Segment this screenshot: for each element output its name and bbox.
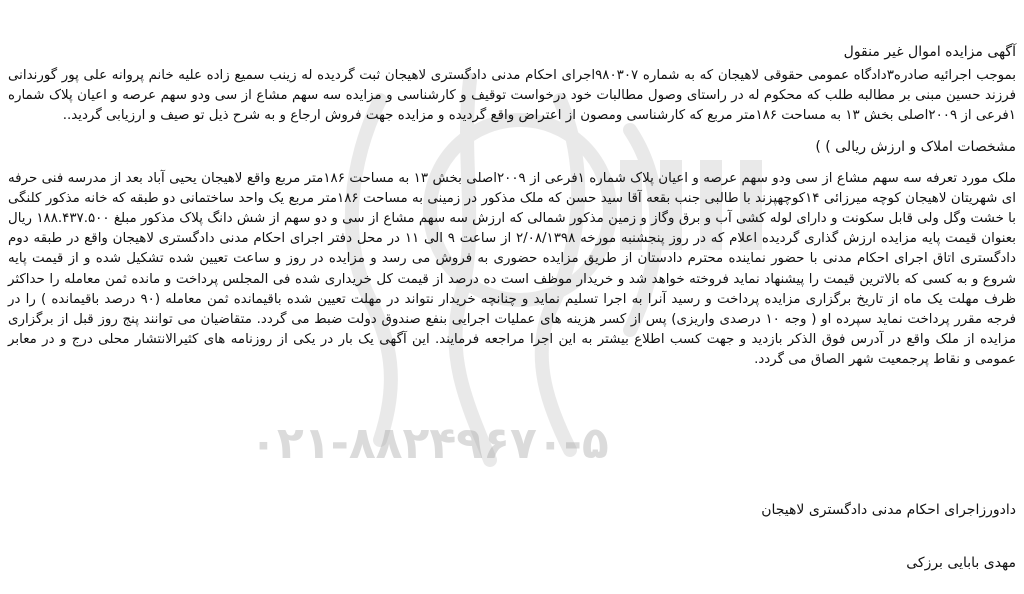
watermark-phone-number: ۰۲۱-۸۸۲۴۹۶۷۰-۵ (250, 418, 609, 469)
signature-name: مهدی بابایی برزکی (906, 555, 1016, 571)
notice-title: آگهی مزایده اموال غیر منقول (843, 44, 1016, 60)
notice-intro-paragraph: بموجب اجرائیه صادره۳دادگاه عمومی حقوقی لاهیجان که به شماره ۹۸۰۳۰۷اجرای احکام مدنی دادگستری لاهیجان ثبت گردیده له زینب سمیع زاده علیه خانم پروانه علی پور گورندانی فرزند حسین مبنی بر مطالبه طلب که محکوم له در راستای وصول مطالبات خود درخواست توقیف و کارشناسی و مزایده سه سهم مشاع از سی ودو سهم عرصه و اعیان پلاک شماره ۱فرعی از ۲۰۰۹اصلی بخش ۱۳ به مساحت ۱۸۶متر مربع که کارشناسی ومصون از اعتراض واقع گردیده و مزایده جهت فروش ارجاع و به شرح ذیل تو صیف و ارزیابی گردید.. (8, 68, 1016, 124)
property-details-paragraph: ملک مورد تعرفه سه سهم مشاع از سی ودو سهم عرصه و اعیان پلاک شماره ۱فرعی از ۲۰۰۹اصلی بخش ۱۳ به مساحت ۱۸۶متر مربع واقع لاهیجان یحیی آباد بعد از مدرسه فنی حرفه ای شهریتان لاهیجان کوچه میرزائی ۱۴کوچهپزند با طالبی جنب بقعه آقا سید حسن که ملک مذکور در زمینی به مساحت ۱۸۶متر مربع یک واحد ساختمانی دو طبقه که خانه مذکور کلنگی با خشت وگل ولی قابل سکونت و دارای لوله کشی آب و برق وگاز و زمین مذکور شمالی که ارزش سه سهم مشاع از سی و دو سهم از شش دانگ پلاک مذکور مبلغ ۱۸۸.۴۳۷.۵۰۰ ریال بعنوان قیمت پایه مزایده ارزش گذاری گردیده اعلام که در روز پنجشنبه مورخه ۲/۰۸/۱۳۹۸ از ساعت ۹ الی ۱۱ در محل دفتر اجرای احکام مدنی دادگستری لاهیجان واقع در طبقه دوم دادگستری اتاق اجرای احکام مدنی با حضور نماینده محترم دادستان از طریق مزایده حضوری به فروش می رسد و مزایده در روز و ساعت تعیین شده تشکیل شده و از قیمت پایه شروع و به کسی که بالاترین قیمت را پیشنهاد نماید فروخته خواهد شد و خریدار موظف است ده درصد از قیمت کل خریداری شده فی المجلس پرداخت و مانده ثمن معامله را حداکثر ظرف مهلت یک ماه از تاریخ برگزاری مزایده پرداخت و رسید آنرا به اجرا تسلیم نماید و چنانچه خریدار نتواند در مهلت تعیین شده باقیمانده ثمن معامله (۹۰ درصد باقیمانده ) را در فرجه مقرر پرداخت نماید سپرده او ( وجه ۱۰ درصدی واریزی) پس از کسر هزینه های عملیات اجرایی بنفع صندوق دولت ضبط می گردد. متقاضیان می توانند پنج روز قبل از برگزاری مزایده از ملک واقع در آدرس فوق الذکر بازدید و جهت کسب اطلاع بیشتر به این اجرا مراجعه فرمایند. این آگهی یک بار در یکی از روزنامه های کثیرالانتشار محلی درج و در معابر عمومی و نقاط پرجمعیت شهر الصاق می گردد. (8, 170, 1017, 368)
auction-notice (8, 6, 1016, 371)
signature-office: دادورزاجرای احکام مدنی دادگستری لاهیجان (761, 502, 1016, 518)
properties-heading: مشخصات املاک و ارزش ریالی ) ) (815, 138, 1016, 155)
